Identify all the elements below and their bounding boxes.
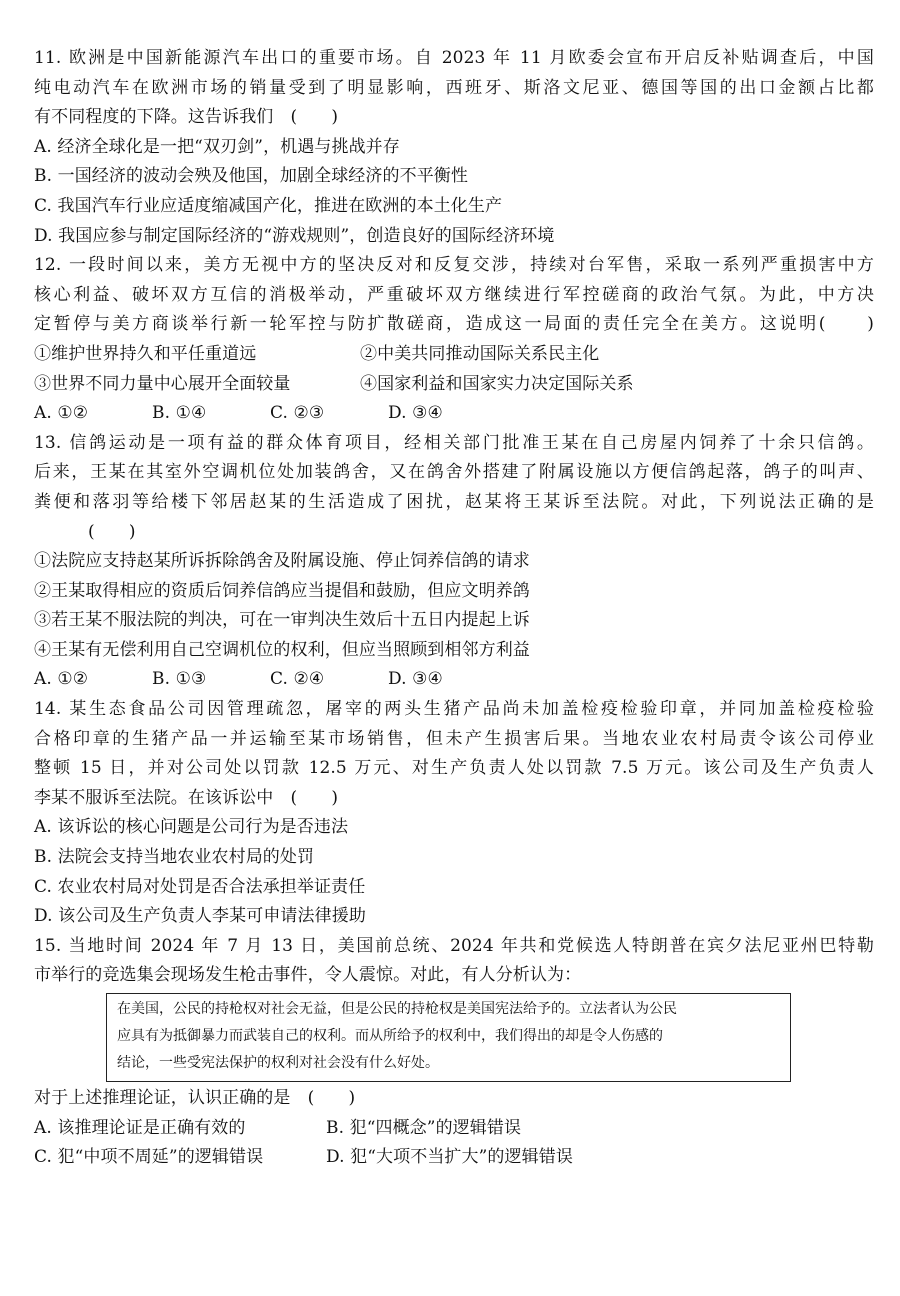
option-d: D. 我国应参与制定国际经济的“游戏规则”，创造良好的国际经济环境: [34, 225, 555, 246]
statement-1: ①维护世界持久和平任重道远: [34, 343, 257, 364]
option-d: D. 该公司及生产负责人李某可申请法律援助: [34, 906, 366, 927]
option-row: [34, 399, 874, 429]
question-stem-line: 14. 某生态食品公司因管理疏忽，屠宰的两头生猪产品尚未加盖检疫检验印章，并同加盖检疫检验: [34, 699, 874, 720]
question-15: [34, 932, 874, 1173]
option-c: C. 犯“中项不周延”的逻辑错误: [34, 1147, 264, 1168]
question-stem-line: 纯电动汽车在欧洲市场的销量受到了明显影响，西班牙、斯洛文尼亚、德国等国的出口金额占比都: [34, 77, 874, 98]
option-row: [34, 665, 874, 695]
option-a: A. 该诉讼的核心问题是公司行为是否违法: [34, 817, 349, 838]
statement-3: ③若王某不服法院的判决，可在一审判决生效后十五日内提起上诉: [34, 610, 530, 631]
exam-page: [34, 44, 874, 1173]
question-stem-line: 整顿 15 日，并对公司处以罚款 12.5 万元、对生产负责人处以罚款 7.5 万元。该公司及生产负责人: [34, 758, 874, 779]
question-stem-line: 李某不服诉至法院。在该诉讼中 ( ): [34, 787, 339, 808]
question-stem-line: 粪便和落羽等给楼下邻居赵某的生活造成了困扰，赵某将王某诉至法院。对此，下列说法正确的是: [34, 491, 874, 512]
option-a: A. ①②: [34, 403, 89, 424]
quote-line: 应具有为抵御暴力而武装自己的权利。而从所给予的权利中，我们得出的却是令人伤感的: [117, 1028, 663, 1044]
option-b: B. 一国经济的波动会殃及他国，加剧全球经济的不平衡性: [34, 166, 468, 187]
option-row: [34, 1143, 874, 1173]
statement-1: ①法院应支持赵某所诉拆除鸽舍及附属设施、停止饲养信鸽的请求: [34, 551, 530, 572]
question-stem-line: 13. 信鸽运动是一项有益的群众体育项目，经相关部门批准王某在自己房屋内饲养了十余只信鸽。: [34, 432, 874, 453]
option-b: B. 法院会支持当地农业农村局的处罚: [34, 847, 315, 868]
option-a: A. 该推理论证是正确有效的: [34, 1117, 246, 1138]
question-14: [34, 695, 874, 932]
statement-2: ②中美共同推动国际关系民主化: [360, 343, 600, 364]
statement-2: ②王某取得相应的资质后饲养信鸽应当提倡和鼓励，但应文明养鸽: [34, 580, 530, 601]
option-a: A. 经济全球化是一把“双刃剑”，机遇与挑战并存: [34, 136, 400, 157]
quote-box: [106, 993, 791, 1082]
quote-line: 在美国，公民的持枪权对社会无益，但是公民的持枪权是美国宪法给予的。立法者认为公民: [117, 1001, 677, 1017]
option-row: [34, 1114, 874, 1144]
question-stem-line: 11. 欧洲是中国新能源汽车出口的重要市场。自 2023 年 11 月欧委会宣布开启反补贴调查后，中国: [34, 48, 874, 68]
quote-line: 结论，一些受宪法保护的权利对社会没有什么好处。: [117, 1055, 439, 1071]
option-d: D. ③④: [388, 669, 443, 690]
option-c: C. 我国汽车行业应适度缩减国产化，推进在欧洲的本土化生产: [34, 195, 503, 216]
question-prompt: 对于上述推理论证，认识正确的是 ( ): [34, 1088, 356, 1108]
question-stem-line: 后来，王某在其室外空调机位处加装鸽舍，又在鸽舍外搭建了附属设施以方便信鸽起落，鸽子的叫声、: [34, 462, 874, 483]
statement-row: [34, 340, 874, 370]
question-stem-line: 12. 一段时间以来，美方无视中方的坚决反对和反复交涉，持续对台军售，采取一系列严重损害中方: [34, 255, 874, 276]
question-stem-line: 核心利益、破坏双方互信的消极举动，严重破坏双方继续进行军控磋商的政治气氛。为此，中方决: [34, 284, 874, 305]
question-stem-line: 市举行的竞选集会现场发生枪击事件，令人震惊。对此，有人分析认为：: [34, 965, 582, 986]
option-b: B. 犯“四概念”的逻辑错误: [326, 1117, 522, 1138]
option-d: D. 犯“大项不当扩大”的逻辑错误: [326, 1147, 573, 1168]
statement-4: ④国家利益和国家实力决定国际关系: [360, 373, 634, 394]
option-b: B. ①③: [152, 669, 207, 690]
question-stem-line: 15. 当地时间 2024 年 7 月 13 日，美国前总统、2024 年共和党候选人特朗普在宾夕法尼亚州巴特勒: [34, 935, 874, 956]
statement-3: ③世界不同力量中心展开全面较量: [34, 373, 291, 394]
question-11: [34, 44, 874, 251]
answer-blank: ( ): [88, 521, 136, 542]
question-stem-line: 定暂停与美方商谈举行新一轮军控与防扩散磋商，造成这一局面的责任完全在美方。这说明( ): [34, 314, 874, 335]
option-c: C. 农业农村局对处罚是否合法承担举证责任: [34, 876, 366, 897]
statement-4: ④王某有无偿利用自己空调机位的权利，但应当照顾到相邻方利益: [34, 639, 530, 660]
question-13: [34, 429, 874, 695]
option-a: A. ①②: [34, 669, 89, 690]
question-12: [34, 251, 874, 429]
question-stem-line: 有不同程度的下降。这告诉我们 ( ): [34, 107, 339, 128]
statement-row: [34, 370, 874, 400]
option-c: C. ②③: [270, 403, 325, 424]
question-stem-line: 合格印章的生猪产品一并运输至某市场销售，但未产生损害后果。当地农业农村局责令该公司停业: [34, 728, 874, 749]
option-b: B. ①④: [152, 403, 207, 424]
option-c: C. ②④: [270, 669, 325, 690]
option-d: D. ③④: [388, 403, 443, 424]
